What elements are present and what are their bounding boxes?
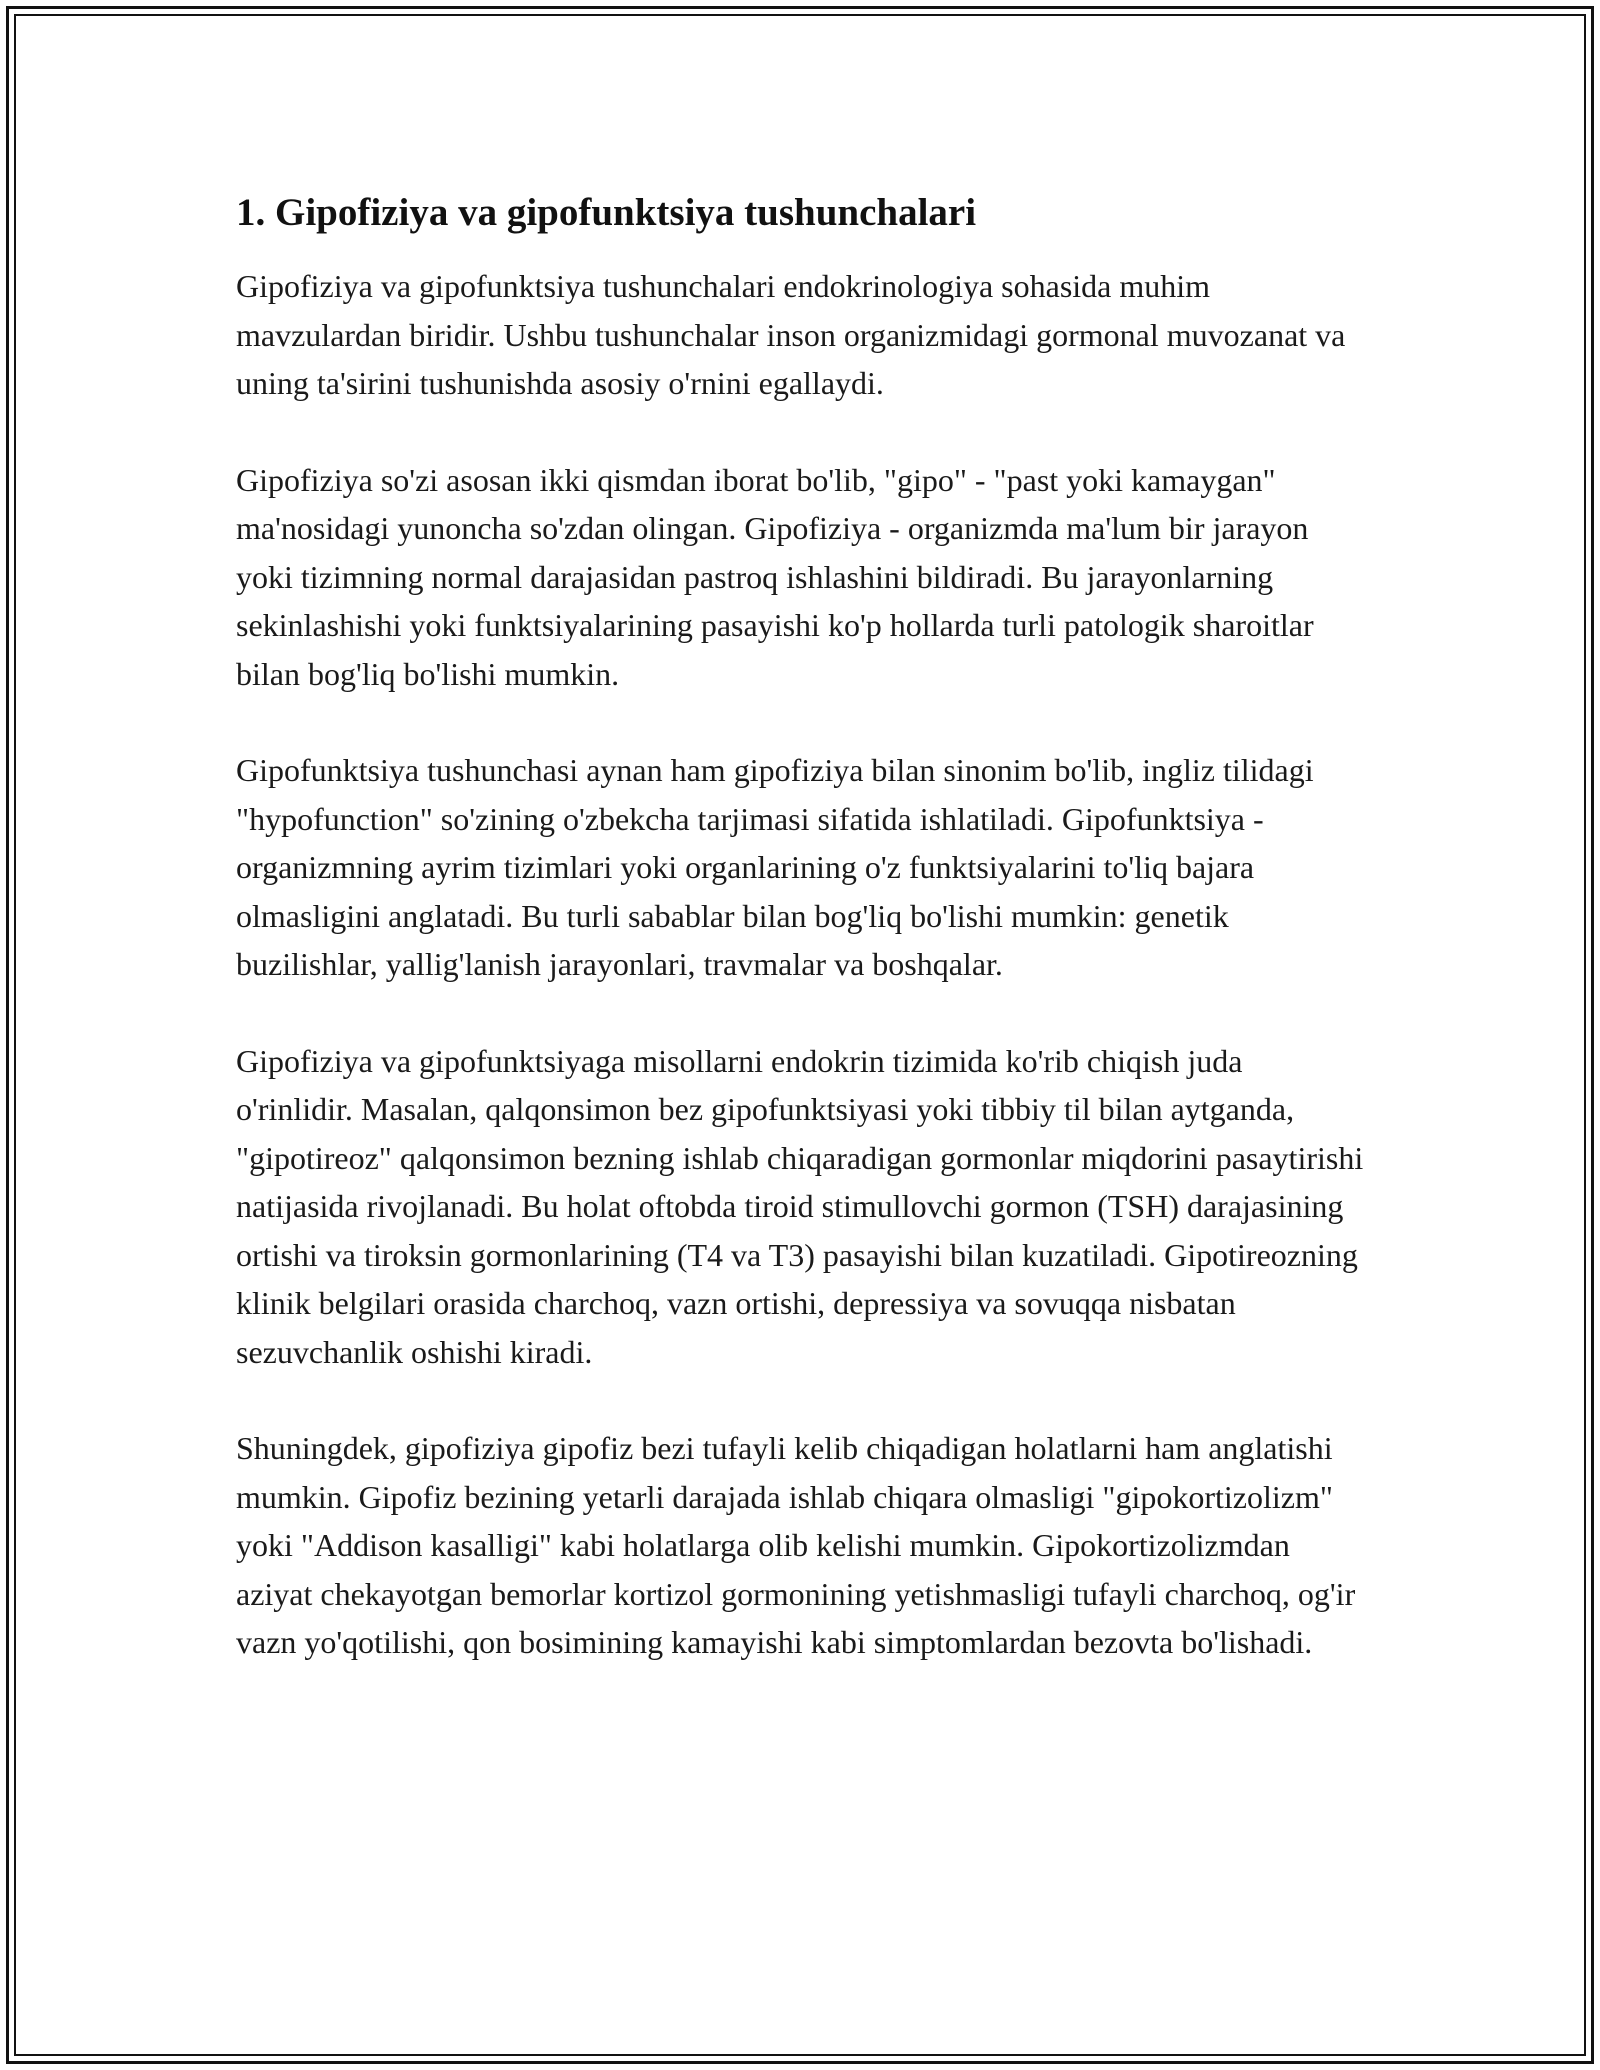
paragraph-gipotireoz-example: Gipofiziya va gipofunktsiyaga misollarni endokrin tizimida ko'rib chiqish juda o'rinlidir. Masalan, qalqonsimon bez gipofunktsiyasi yoki tibbiy til bilan aytganda, "gipotireoz" qalqonsimon bezning ishlab chiqaradigan gormonlar miqdorini pasaytirishi natijasida rivojlanadi. Bu holat oftobda tiroid stimullovchi gormon (TSH) darajasining ortishi va tiroksin gormonlarining (T4 va T3) pasayishi bilan kuzatiladi. Gipotireozning klinik belgilari orasida charchoq, vazn ortishi, depressiya va sovuqqa nisbatan sezuvchanlik oshishi kiradi. <box>236 1042 1364 1370</box>
section-heading: 1. Gipofiziya va gipofunktsiya tushunchalari <box>236 191 977 234</box>
document-body <box>236 186 1366 1715</box>
paragraph-gipofiziya-definition: Gipofiziya so'zi asosan ikki qismdan iborat bo'lib, "gipo" - "past yoki kamaygan" ma'nosidagi yunoncha so'zdan olingan. Gipofiziya - organizmda ma'lum bir jarayon yoki tizimning normal darajasidan pastroq ishlashini bildiradi. Bu jarayonlarning sekinlashishi yoki funktsiyalarining pasayishi ko'p hollarda turli patologik sharoitlar bilan bog'liq bo'lishi mumkin. <box>236 461 1314 692</box>
paragraph-gipokortizolizm-example: Shuningdek, gipofiziya gipofiz bezi tufayli kelib chiqadigan holatlarni ham anglatishi mumkin. Gipofiz bezining yetarli darajada ishlab chiqara olmasligi "gipokortizolizm" yoki "Addison kasalligi" kabi holatlarga olib kelishi mumkin. Gipokortizolizmdan aziyat chekayotgan bemorlar kortizol gormonining yetishmasligi tufayli charchoq, og'ir vazn yo'qotilishi, qon bosimining kamayishi kabi simptomlardan bezovta bo'lishadi. <box>236 1430 1356 1660</box>
paragraph-gipofunktsiya-definition: Gipofunktsiya tushunchasi aynan ham gipofiziya bilan sinonim bo'lib, ingliz tilidagi "hypofunction" so'zining o'zbekcha tarjimasi sifatida ishlatiladi. Gipofunktsiya - organizmning ayrim tizimlari yoki organlarining o'z funktsiyalarini to'liq bajara olmasligini anglatadi. Bu turli sabablar bilan bog'liq bo'lishi mumkin: genetik buzilishlar, yallig'lanish jarayonlari, travmalar va boshqalar. <box>236 752 1314 982</box>
paragraph-intro: Gipofiziya va gipofunktsiya tushunchalari endokrinologiya sohasida muhim mavzulardan biridir. Ushbu tushunchalar inson organizmidagi gormonal muvozanat va uning ta'sirini tushunishda asosiy o'rnini egallaydi. <box>236 268 1346 401</box>
